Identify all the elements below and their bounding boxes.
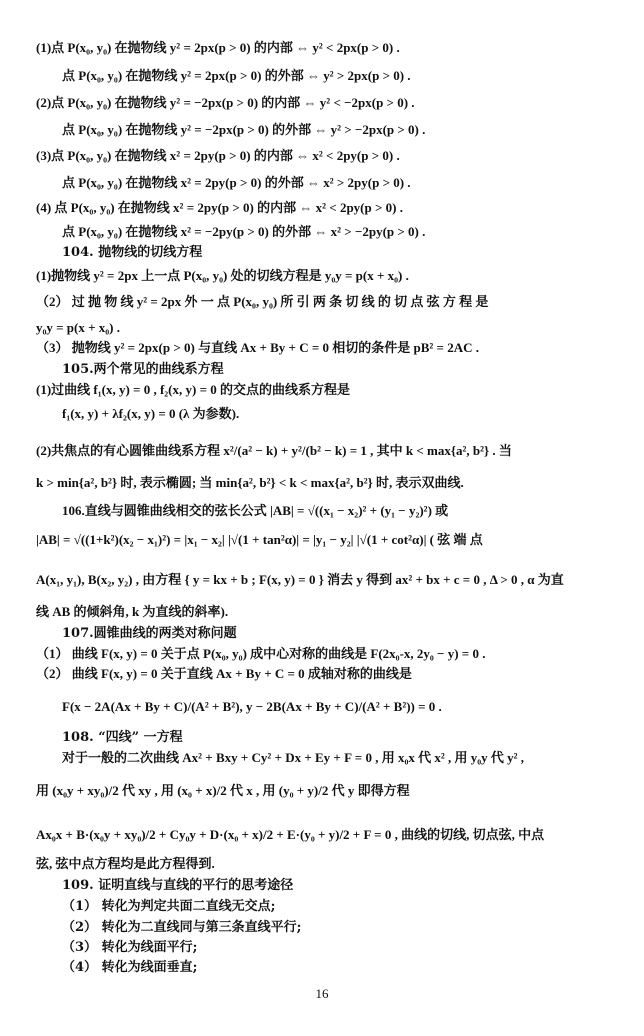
line-109-2: （2） 转化为二直线同与第三条直线平行; [62,920,302,935]
line-7: (4) 点 P(x₀, y₀) 在抛物线 x² = 2py(p > 0) 的内部 ⇔ x² < 2py(p > 0) . [36,200,403,215]
line-104-2b: y₀y = p(x + x₀) . [36,320,120,335]
line-1: (1)点 P(x₀, y₀) 在抛物线 y² = 2px(p > 0) 的内部 ⇔ y² < 2px(p > 0) . [36,40,400,55]
section-104-heading: 104. 抛物线的切线方程 [62,245,203,260]
line-109-3: （3） 转化为线面平行; [62,940,198,955]
line-104-3: （3） 抛物线 y² = 2px(p > 0) 与直线 Ax + By + C = 0 相切的条件是 pB² = 2AC . [36,340,479,355]
line-6: 点 P(x₀, y₀) 在抛物线 x² = 2py(p > 0) 的外部 ⇔ x² > 2py(p > 0) . [62,175,411,190]
line-104-2: （2） 过 抛 物 线 y² = 2px 外 一 点 P(x₀, y₀) 所 引 两 条 切 线 的 切 点 弦 方 程 是 [36,294,489,309]
line-2: 点 P(x₀, y₀) 在抛物线 y² = 2px(p > 0) 的外部 ⇔ y² > 2px(p > 0) . [62,68,411,83]
line-107-1: （1） 曲线 F(x, y) = 0 关于点 P(x₀, y₀) 成中心对称的曲线是 F(2x₀-x, 2y₀ − y) = 0 . [36,646,486,661]
section-109-heading: 109. 证明直线与直线的平行的思考途径 [62,878,294,893]
line-4: 点 P(x₀, y₀) 在抛物线 y² = −2px(p > 0) 的外部 ⇔ y² > −2px(p > 0) . [62,122,426,137]
line-3: (2)点 P(x₀, y₀) 在抛物线 y² = −2px(p > 0) 的内部 ⇔ y² < −2px(p > 0) . [36,95,415,110]
page-number: 16 [315,986,329,1001]
line-104-1: (1)抛物线 y² = 2px 上一点 P(x₀, y₀) 处的切线方程是 y₀y = p(x + x₀) . [36,268,409,283]
line-107-formula: F(x − 2A(Ax + By + C)/(A² + B²), y − 2B(Ax + By + C)/(A² + B²)) = 0 . [62,699,442,714]
line-108-2: 用 (x₀y + xy₀)/2 代 xy , 用 (x₀ + x)/2 代 x , 用 (y₀ + y)/2 代 y 即得方程 [36,783,410,798]
line-108-3: Ax₀x + B·(x₀y + xy₀)/2 + Cy₀y + D·(x₀ + x)/2 + E·(y₀ + y)/2 + F = 0 , 曲线的切线, 切点弦, 中点 [36,827,545,842]
line-5: (3)点 P(x₀, y₀) 在抛物线 x² = 2py(p > 0) 的内部 ⇔ x² < 2py(p > 0) . [36,148,400,163]
line-106-2: A(x₁, y₁), B(x₂, y₂) , 由方程 { y = kx + b ; F(x, y) = 0 } 消去 y 得到 ax² + bx + c = 0 , Δ > 0 , α 为直 [36,572,564,587]
line-106-3: 线 AB 的倾斜角, k 为直线的斜率). [36,604,229,619]
line-105-1b: f₁(x, y) + λf₂(x, y) = 0 (λ 为参数). [62,406,240,421]
section-105-heading: 105.两个常见的曲线系方程 [62,362,224,377]
section-108-heading: 108. “四线” 一方程 [62,730,183,745]
line-108-4: 弦, 弦中点方程均是此方程得到. [36,856,215,871]
line-106-1: |AB| = √((1+k²)(x₂ − x₁)²) = |x₁ − x₂| |√(1 + tan²α)| = |y₁ − y₂| |√(1 + cot²α)| ( 弦 端 点 [36,532,483,547]
line-105-2: (2)共焦点的有心圆锥曲线系方程 x²/(a² − k) + y²/(b² − k) = 1 , 其中 k < max{a², b²} . 当 [36,443,512,458]
section-107-heading: 107.圆锥曲线的两类对称问题 [62,626,237,641]
line-108-1: 对于一般的二次曲线 Ax² + Bxy + Cy² + Dx + Ey + F = 0 , 用 x₀x 代 x² , 用 y₀y 代 y² , [62,750,525,765]
line-105-1: (1)过曲线 f₁(x, y) = 0 , f₂(x, y) = 0 的交点的曲线系方程是 [36,382,350,397]
line-107-2: （2） 曲线 F(x, y) = 0 关于直线 Ax + By + C = 0 成轴对称的曲线是 [36,666,412,681]
line-105-2b: k > min{a², b²} 时, 表示椭圆; 当 min{a², b²} < k < max{a², b²} 时, 表示双曲线. [36,475,464,490]
line-8: 点 P(x₀, y₀) 在抛物线 x² = −2py(p > 0) 的外部 ⇔ x² > −2py(p > 0) . [62,224,426,239]
line-109-1: （1） 转化为判定共面二直线无交点; [62,899,276,914]
section-106-heading: 106.直线与圆锥曲线相交的弦长公式 |AB| = √((x₁ − x₂)² + (y₁ − y₂)²) 或 [62,503,449,518]
line-109-4: （4） 转化为线面垂直; [62,960,198,975]
